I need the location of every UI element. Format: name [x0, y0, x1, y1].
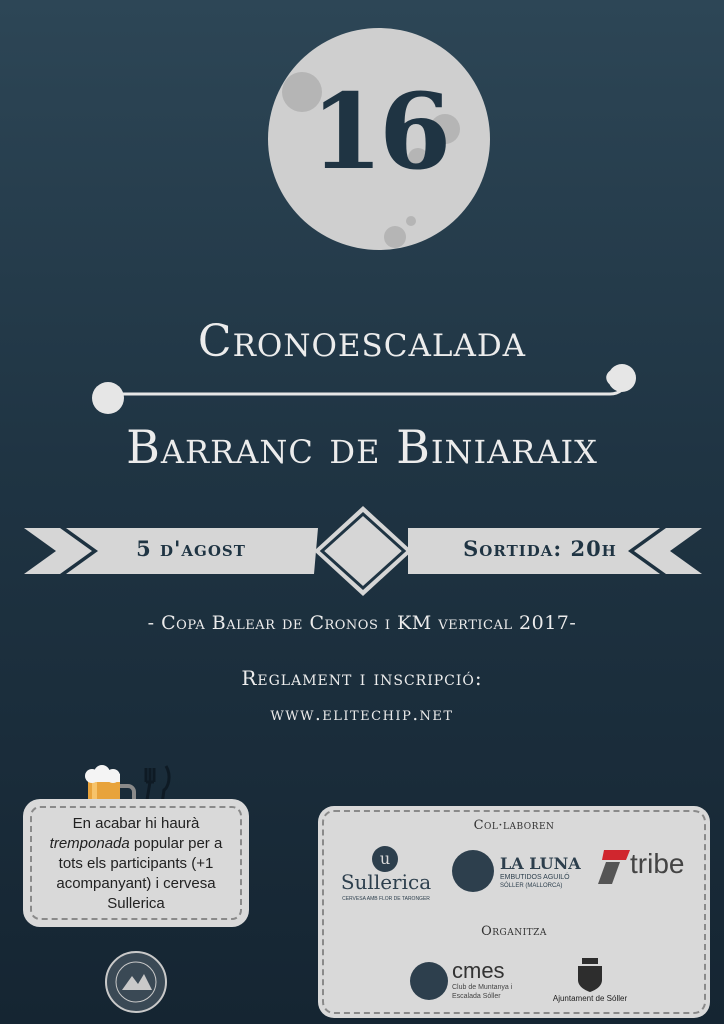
cup-subtitle: - Copa Balear de Cronos i KM vertical 2017- — [147, 612, 577, 634]
event-title: Cronoescalada — [197, 316, 527, 367]
laluna-location: SÓLLER (MALLORCA) — [500, 883, 563, 889]
partners-panel — [318, 806, 710, 1018]
after-party-note — [26, 802, 246, 924]
sullerica-emblem: u — [372, 846, 398, 872]
ajuntament-logo — [544, 958, 636, 1008]
moon-crater — [406, 216, 416, 226]
moon-emblem — [268, 28, 490, 250]
moon-crater — [384, 226, 406, 248]
start-time: Sortida: 20h — [463, 536, 617, 561]
ajuntament-name: Ajuntament de Sóller — [552, 994, 628, 1003]
collaborate-heading: Col·laboren — [473, 818, 555, 833]
registration-label: Reglament i inscripció: — [241, 666, 483, 690]
swirl-divider — [90, 356, 650, 416]
note-text-rest: popular per a tots els participants (+1 acompanyant) i cervesa Sullerica — [56, 835, 223, 912]
laluna-logo — [452, 850, 582, 894]
organize-heading: Organitza — [481, 924, 547, 939]
cmes-logo — [410, 958, 520, 1004]
cmes-name: cmes — [452, 958, 505, 983]
cmes-emblem — [410, 962, 448, 1000]
event-date: 5 d'agost — [136, 536, 246, 561]
laluna-emblem — [452, 850, 494, 892]
event-location: Barranc de Biniaraix — [126, 420, 598, 474]
coat-of-arms-icon — [576, 958, 604, 992]
registration-link[interactable]: www.elitechip.net — [270, 704, 454, 725]
sullerica-name: Sullerica — [340, 870, 432, 894]
note-text: En acabar hi haurà — [72, 815, 200, 832]
sullerica-tagline: CERVESA AMB FLOR DE TARONGER — [342, 896, 430, 902]
tribe-name: tribe — [630, 848, 685, 879]
laluna-subtitle: EMBUTIDOS AGUILÓ — [500, 874, 570, 881]
sullerica-logo — [336, 846, 436, 906]
note-emphasis: tremponada — [49, 835, 130, 852]
edition-number: 16 — [310, 70, 448, 193]
federation-seal-logo — [104, 950, 168, 1014]
tribe-logo — [596, 848, 706, 888]
tribe-emblem — [596, 848, 632, 886]
laluna-name: LA LUNA — [500, 854, 581, 873]
cmes-location: Escalada Sóller — [452, 993, 501, 1000]
cmes-subtitle: Club de Muntanya i — [452, 984, 513, 991]
